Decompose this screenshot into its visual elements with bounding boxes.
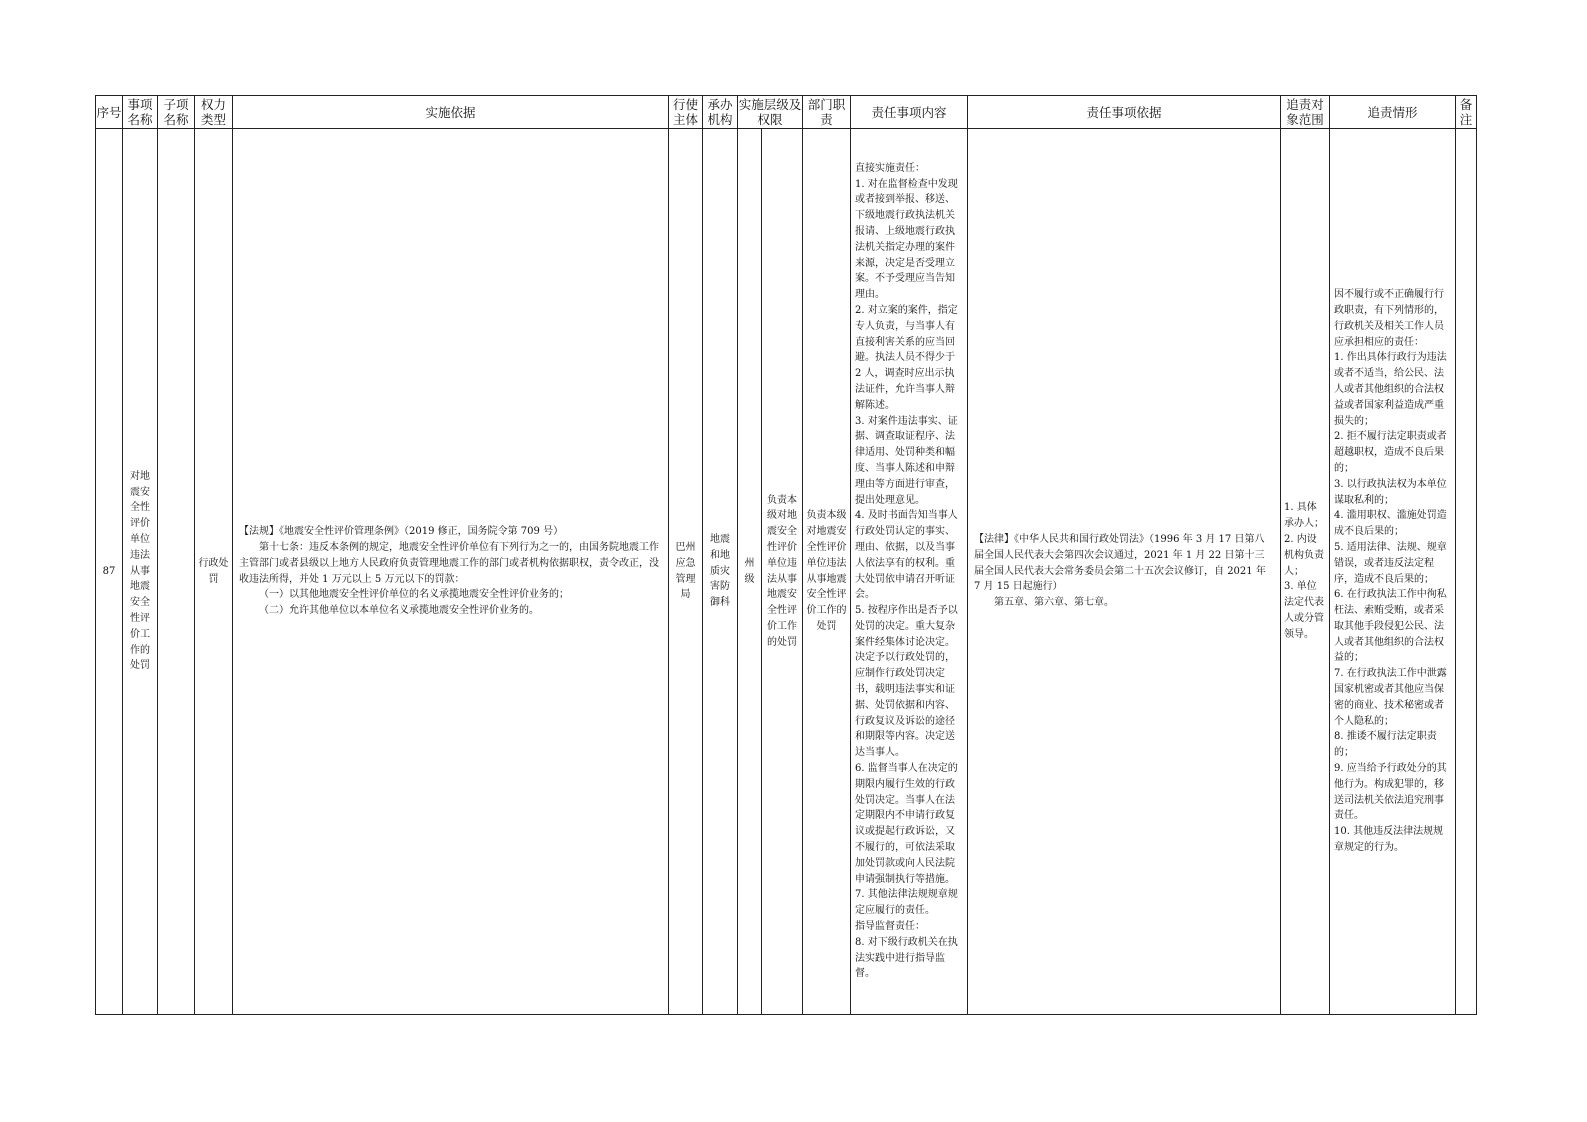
header-power-type: 权力类型 (195, 96, 233, 129)
header-level: 实施层级及权限 (738, 97, 802, 127)
cell-level-b: 负责本级对地震安全性评价单位违法从事地震安全性评价工作的处罚 (762, 129, 803, 1015)
cell-power-type: 行政处罚 (195, 129, 233, 1015)
cell-resp-content: 直接实施责任： 1. 对在监督检查中发现或者接到举报、移送、下级地震行政执法机关报请、上级地震行政执法机关指定办理的案件来源，决定是否受理立案。不予受理应当告知理由。 2. 对立案的案件，指定专人负责，与当事人有直接利害关系的应当回避。执法人员不得少于 2 人，调查时应出示执法证件，允许当事人辩解陈述。 3. 对案件违法事实、证据、调查取证程序、法律适用、处罚种类和幅度、当事人陈述和申辩理由等方面进行审查，提出处理意见。 4. 及时书面告知当事人行政处罚认定的事实、理由、依据，以及当事人依法享有的权利。重大处罚依申请召开听证会。 5. 按程序作出是否予以处罚的决定。重大复杂案件经集体讨论决定。决定予以行政处罚的，应制作行政处罚决定书，载明违法事实和证据、处罚依据和内容、行政复议及诉讼的途径和期限等内容。决定送达当事人。 6. 监督当事人在决定的期限内履行生效的行政处罚决定。当事人在法定期限内不申请行政复议或提起行政诉讼，又不履行的，可依法采取加处罚款或向人民法院申请强制执行等措施。 7. 其他法律法规规章规定应履行的责任。 指导监督责任： 8. 对下级行政机关在执法实践中进行指导监督。 (851, 129, 968, 1015)
cell-dept-duty: 负责本级对地震安全性评价单位违法从事地震安全性评价工作的处罚 (803, 129, 851, 1015)
header-row (96, 96, 1477, 129)
header-agency: 承办机构 (703, 96, 738, 129)
header-basis: 实施依据 (233, 96, 669, 129)
cell-remarks (1456, 129, 1477, 1015)
header-accountability-scope: 追责对象范围 (1281, 96, 1330, 129)
header-remarks: 备注 (1456, 96, 1477, 129)
cell-level-a: 州级 (738, 129, 762, 1015)
cell-resp-basis (968, 129, 1281, 1015)
header-dept-duty: 部门职责 (803, 96, 851, 129)
cell-sub-item (158, 129, 195, 1015)
header-accountability-cases: 追责情形 (1330, 96, 1456, 129)
header-subject: 行使主体 (669, 96, 703, 129)
header-sub-item: 子项名称 (158, 96, 195, 129)
header-resp-content: 责任事项内容 (851, 96, 968, 129)
basis-item-2: （二）允许其他单位以本单位名义承揽地震安全性评价业务的。 (259, 605, 539, 617)
resp-basis-chapters: 第五章、第六章、第七章。 (994, 597, 1115, 609)
power-list-table (95, 95, 1477, 1015)
cell-accountability-cases: 因不履行或不正确履行行政职责，有下列情形的，行政机关及相关工作人员应承担相应的责任： 1. 作出具体行政行为违法或者不适当，给公民、法人或者其他组织的合法权益或者国家利益造成严重损失的； 2. 拒不履行法定职责或者超越职权，造成不良后果的； 3. 以行政执法权为本单位谋取私利的； 4. 滥用职权、滥施处罚造成不良后果的； 5. 适用法律、法规、规章错误，或者违反法定程序，造成不良后果的； 6. 在行政执法工作中徇私枉法、索贿受贿，或者采取其他手段侵犯公民、法人或者其他组织的合法权益的； 7. 在行政执法工作中泄露国家机密或者其他应当保密的商业、技术秘密或者个人隐私的； 8. 推诿不履行法定职责的； 9. 应当给予行政处分的其他行为。构成犯罪的，移送司法机关依法追究刑事责任。 10. 其他违反法律法规规章规定的行为。 (1330, 129, 1456, 1015)
basis-item-1: （一）以其他地震安全性评价单位的名义承揽地震安全性评价业务的； (259, 589, 569, 601)
cell-item-name: 对地震安全性评价单位违法从事地震安全性评价工作的处罚 (123, 129, 158, 1015)
cell-accountability-scope: 1. 具体承办人； 2. 内设机构负责人； 3. 单位法定代表人或分管领导。 (1281, 129, 1330, 1015)
table-row (96, 129, 1477, 1015)
basis-article: 第十七条：违反本条例的规定，地震安全性评价单位有下列行为之一的，由国务院地震工作主管部门或者县级以上地方人民政府负责管理地震工作的部门或者机构依据职权，责令改正，没收违法所得，并处 1 万元以上 5 万元以下的罚款： (239, 541, 659, 585)
cell-seq: 87 (96, 129, 123, 1015)
cell-subject: 巴州应急管理局 (669, 129, 703, 1015)
header-resp-basis: 责任事项依据 (968, 96, 1281, 129)
basis-title: 【法规】《地震安全性评价管理条例》（2019 修正，国务院令第 709 号） (239, 526, 564, 538)
header-item-name: 事项名称 (123, 96, 158, 129)
cell-basis (233, 129, 669, 1015)
cell-agency: 地震和地质灾害防御科 (703, 129, 738, 1015)
resp-basis-text: 【法律】《中华人民共和国行政处罚法》（1996 年 3 月 17 日第八届全国人民代表大会第四次会议通过，2021 年 1 月 22 日第十三届全国人民代表大会常务委员会第二十五次会议修订，自 2021 年 7 月 15 日起施行） (974, 534, 1266, 593)
header-seq: 序号 (96, 96, 123, 129)
